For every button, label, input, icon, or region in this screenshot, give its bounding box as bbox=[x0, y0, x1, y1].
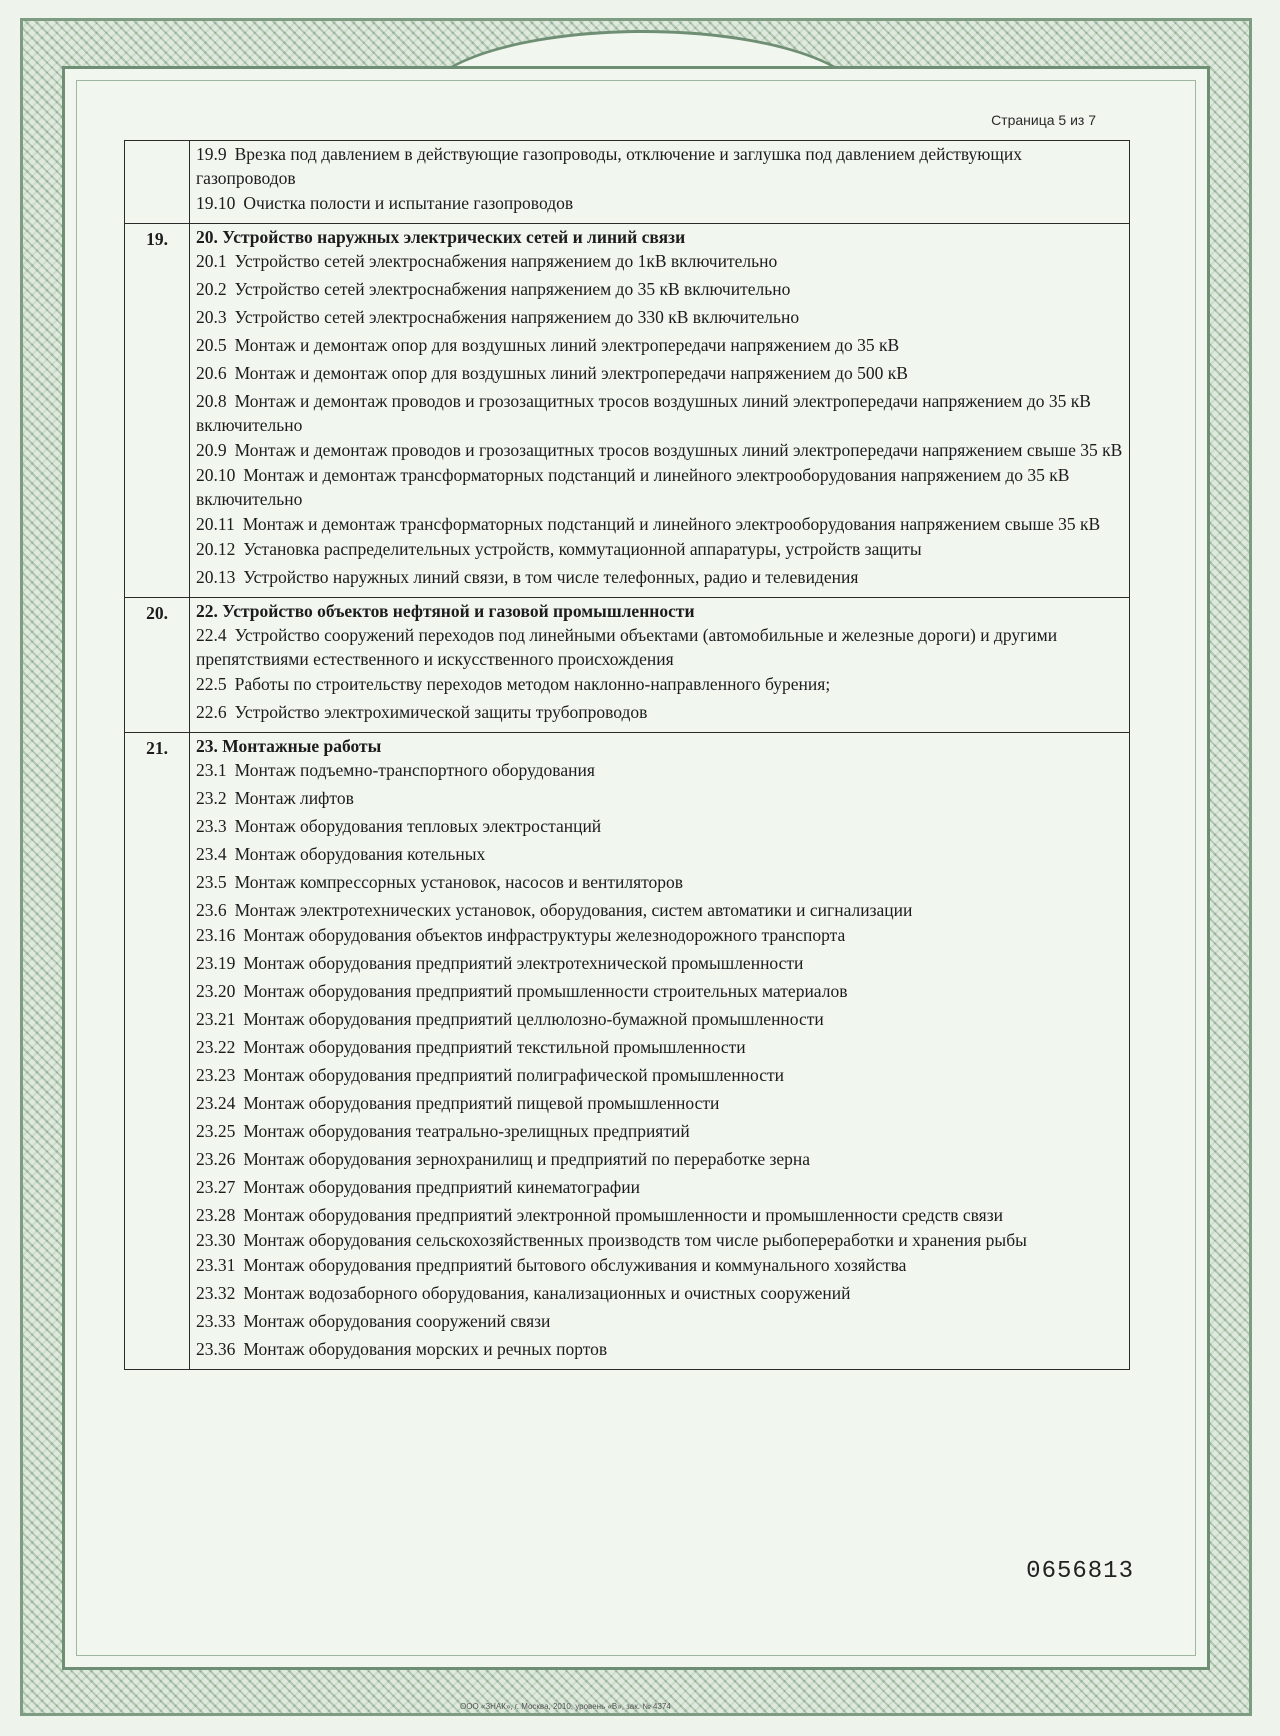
work-type-item bbox=[196, 389, 1123, 437]
work-type-text: Монтаж оборудования театрально-зрелищных предприятий bbox=[243, 1121, 690, 1141]
work-type-text: Монтаж оборудования объектов инфраструктуры железнодорожного транспорта bbox=[243, 925, 846, 945]
work-type-code: 22.5 bbox=[196, 674, 227, 694]
row-content bbox=[190, 224, 1130, 598]
work-type-item bbox=[196, 700, 1123, 724]
work-type-code: 23.36 bbox=[196, 1339, 236, 1359]
form-serial-number: 0656813 bbox=[1026, 1558, 1134, 1585]
work-type-item bbox=[196, 333, 1123, 357]
work-type-item bbox=[196, 249, 1123, 273]
work-type-text: Монтаж компрессорных установок, насосов и вентиляторов bbox=[234, 872, 684, 892]
work-type-code: 20.8 bbox=[196, 391, 227, 411]
work-type-code: 23.19 bbox=[196, 953, 236, 973]
work-type-item bbox=[196, 898, 1123, 922]
work-type-text: Установка распределительных устройств, коммутационной аппаратуры, устройств защиты bbox=[243, 539, 922, 559]
work-type-text: Устройство сооружений переходов под линейными объектами (автомобильные и железные дороги) и другими препятствиями естественного и искусственного происхождения bbox=[196, 625, 1058, 669]
row-content bbox=[190, 733, 1130, 1370]
activities-table bbox=[124, 140, 1130, 1370]
work-type-item bbox=[196, 1063, 1123, 1087]
work-type-item bbox=[196, 361, 1123, 385]
table-row bbox=[125, 141, 1130, 224]
work-type-code: 20.6 bbox=[196, 363, 227, 383]
work-type-item bbox=[196, 565, 1123, 589]
work-type-item bbox=[196, 1337, 1123, 1361]
table-row bbox=[125, 733, 1130, 1370]
work-type-item bbox=[196, 1007, 1123, 1031]
work-type-item bbox=[196, 463, 1123, 511]
work-type-item bbox=[196, 1309, 1123, 1333]
page-indicator: Страница 5 из 7 bbox=[991, 112, 1096, 128]
work-type-item bbox=[196, 191, 1123, 215]
work-type-text: Монтаж и демонтаж опор для воздушных линий электропередачи напряжением до 35 кВ bbox=[234, 335, 900, 355]
work-type-text: Монтаж оборудования предприятий полиграфической промышленности bbox=[243, 1065, 785, 1085]
work-type-code: 22.4 bbox=[196, 625, 227, 645]
work-type-text: Устройство наружных линий связи, в том числе телефонных, радио и телевидения bbox=[243, 567, 859, 587]
work-type-item bbox=[196, 142, 1123, 190]
work-type-item bbox=[196, 623, 1123, 671]
work-type-code: 20.13 bbox=[196, 567, 236, 587]
work-type-text: Монтаж оборудования предприятий электротехнической промышленности bbox=[243, 953, 804, 973]
work-type-item bbox=[196, 438, 1123, 462]
row-number bbox=[125, 141, 190, 224]
work-type-code: 23.23 bbox=[196, 1065, 236, 1085]
work-type-text: Монтаж оборудования морских и речных портов bbox=[243, 1339, 608, 1359]
work-type-text: Монтаж оборудования предприятий текстильной промышленности bbox=[243, 1037, 746, 1057]
work-type-item bbox=[196, 923, 1123, 947]
work-type-code: 23.2 bbox=[196, 788, 227, 808]
work-type-text: Устройство сетей электроснабжения напряжением до 35 кВ включительно bbox=[234, 279, 791, 299]
row-content bbox=[190, 598, 1130, 733]
work-type-text: Монтаж подъемно-транспортного оборудования bbox=[234, 760, 595, 780]
work-type-code: 23.32 bbox=[196, 1283, 236, 1303]
work-type-text: Очистка полости и испытание газопроводов bbox=[243, 193, 574, 213]
work-type-text: Монтаж и демонтаж опор для воздушных линий электропередачи напряжением до 500 кВ bbox=[234, 363, 908, 383]
work-type-item bbox=[196, 537, 1123, 561]
work-type-code: 23.3 bbox=[196, 816, 227, 836]
work-type-text: Монтаж оборудования зернохранилищ и предприятий по переработке зерна bbox=[243, 1149, 811, 1169]
work-type-text: Монтаж и демонтаж проводов и грозозащитных тросов воздушных линий электропередачи напряжением свыше 35 кВ bbox=[234, 440, 1123, 460]
work-type-text: Работы по строительству переходов методом наклонно-направленного бурения; bbox=[234, 674, 831, 694]
section-heading: 22. Устройство объектов нефтяной и газовой промышленности bbox=[196, 601, 695, 621]
work-type-text: Монтаж оборудования сельскохозяйственных производств том числе рыбопереработки и хранения рыбы bbox=[243, 1230, 1027, 1250]
work-type-item bbox=[196, 1175, 1123, 1199]
work-type-code: 23.20 bbox=[196, 981, 236, 1001]
work-type-code: 23.4 bbox=[196, 844, 227, 864]
work-type-item bbox=[196, 786, 1123, 810]
work-type-text: Монтаж оборудования котельных bbox=[234, 844, 486, 864]
work-type-text: Монтаж лифтов bbox=[234, 788, 354, 808]
work-type-code: 23.5 bbox=[196, 872, 227, 892]
row-number: 19. bbox=[125, 224, 190, 598]
work-type-item bbox=[196, 1035, 1123, 1059]
work-type-item bbox=[196, 1091, 1123, 1115]
work-type-code: 23.33 bbox=[196, 1311, 236, 1331]
work-type-code: 23.27 bbox=[196, 1177, 236, 1197]
work-type-text: Монтаж оборудования предприятий электронной промышленности и промышленности средств связи bbox=[243, 1205, 1003, 1225]
work-type-code: 23.26 bbox=[196, 1149, 236, 1169]
row-content bbox=[190, 141, 1130, 224]
work-type-code: 20.11 bbox=[196, 514, 235, 534]
work-type-item bbox=[196, 814, 1123, 838]
work-type-item bbox=[196, 277, 1123, 301]
work-type-code: 23.28 bbox=[196, 1205, 236, 1225]
row-number: 20. bbox=[125, 598, 190, 733]
work-type-text: Устройство сетей электроснабжения напряжением до 330 кВ включительно bbox=[234, 307, 800, 327]
work-type-code: 20.5 bbox=[196, 335, 227, 355]
work-type-text: Монтаж и демонтаж проводов и грозозащитных тросов воздушных линий электропередачи напряжением до 35 кВ включительно bbox=[196, 391, 1091, 435]
work-type-text: Монтаж оборудования предприятий пищевой промышленности bbox=[243, 1093, 720, 1113]
printer-imprint: ООО «ЗНАК», г. Москва, 2010, уровень «В», зак. № 4374 bbox=[460, 1702, 671, 1711]
work-type-code: 20.9 bbox=[196, 440, 227, 460]
work-type-item bbox=[196, 305, 1123, 329]
work-type-text: Врезка под давлением в действующие газопроводы, отключение и заглушка под давлением действующих газопроводов bbox=[196, 144, 1022, 188]
row-number: 21. bbox=[125, 733, 190, 1370]
work-type-item bbox=[196, 1281, 1123, 1305]
section-heading: 23. Монтажные работы bbox=[196, 736, 382, 756]
work-type-item bbox=[196, 1147, 1123, 1171]
work-type-item bbox=[196, 870, 1123, 894]
work-type-code: 20.3 bbox=[196, 307, 227, 327]
work-type-item bbox=[196, 951, 1123, 975]
work-type-text: Устройство сетей электроснабжения напряжением до 1кВ включительно bbox=[234, 251, 778, 271]
work-type-text: Монтаж оборудования предприятий промышленности строительных материалов bbox=[243, 981, 848, 1001]
work-type-text: Монтаж оборудования предприятий бытового обслуживания и коммунального хозяйства bbox=[243, 1255, 907, 1275]
work-type-text: Монтаж и демонтаж трансформаторных подстанций и линейного электрооборудования напряжением до 35 кВ включительно bbox=[196, 465, 1070, 509]
work-type-text: Устройство электрохимической защиты трубопроводов bbox=[234, 702, 648, 722]
work-type-code: 20.10 bbox=[196, 465, 236, 485]
work-type-item bbox=[196, 758, 1123, 782]
table-row bbox=[125, 224, 1130, 598]
work-type-item bbox=[196, 672, 1123, 696]
work-type-code: 20.1 bbox=[196, 251, 227, 271]
work-type-code: 22.6 bbox=[196, 702, 227, 722]
work-type-text: Монтаж оборудования сооружений связи bbox=[243, 1311, 551, 1331]
work-type-text: Монтаж оборудования предприятий целлюлозно-бумажной промышленности bbox=[243, 1009, 824, 1029]
work-type-item bbox=[196, 1203, 1123, 1227]
work-type-item bbox=[196, 979, 1123, 1003]
work-type-code: 19.10 bbox=[196, 193, 236, 213]
work-type-code: 23.31 bbox=[196, 1255, 236, 1275]
work-type-code: 23.24 bbox=[196, 1093, 236, 1113]
work-type-code: 23.22 bbox=[196, 1037, 236, 1057]
work-type-code: 23.16 bbox=[196, 925, 236, 945]
table-row bbox=[125, 598, 1130, 733]
work-type-code: 20.2 bbox=[196, 279, 227, 299]
work-type-item bbox=[196, 1253, 1123, 1277]
work-type-code: 23.25 bbox=[196, 1121, 236, 1141]
work-type-code: 23.21 bbox=[196, 1009, 236, 1029]
work-type-item bbox=[196, 842, 1123, 866]
work-type-text: Монтаж и демонтаж трансформаторных подстанций и линейного электрооборудования напряжением свыше 35 кВ bbox=[242, 514, 1101, 534]
work-type-code: 23.6 bbox=[196, 900, 227, 920]
work-type-item bbox=[196, 512, 1123, 536]
work-type-code: 23.30 bbox=[196, 1230, 236, 1250]
work-type-text: Монтаж оборудования тепловых электростанций bbox=[234, 816, 602, 836]
work-type-code: 20.12 bbox=[196, 539, 236, 559]
work-type-item bbox=[196, 1119, 1123, 1143]
work-type-code: 23.1 bbox=[196, 760, 227, 780]
work-type-text: Монтаж электротехнических установок, оборудования, систем автоматики и сигнализации bbox=[234, 900, 913, 920]
work-type-item bbox=[196, 1228, 1123, 1252]
work-type-text: Монтаж водозаборного оборудования, канализационных и очистных сооружений bbox=[243, 1283, 851, 1303]
work-type-text: Монтаж оборудования предприятий кинематографии bbox=[243, 1177, 640, 1197]
work-type-code: 19.9 bbox=[196, 144, 227, 164]
section-heading: 20. Устройство наружных электрических сетей и линий связи bbox=[196, 227, 686, 247]
